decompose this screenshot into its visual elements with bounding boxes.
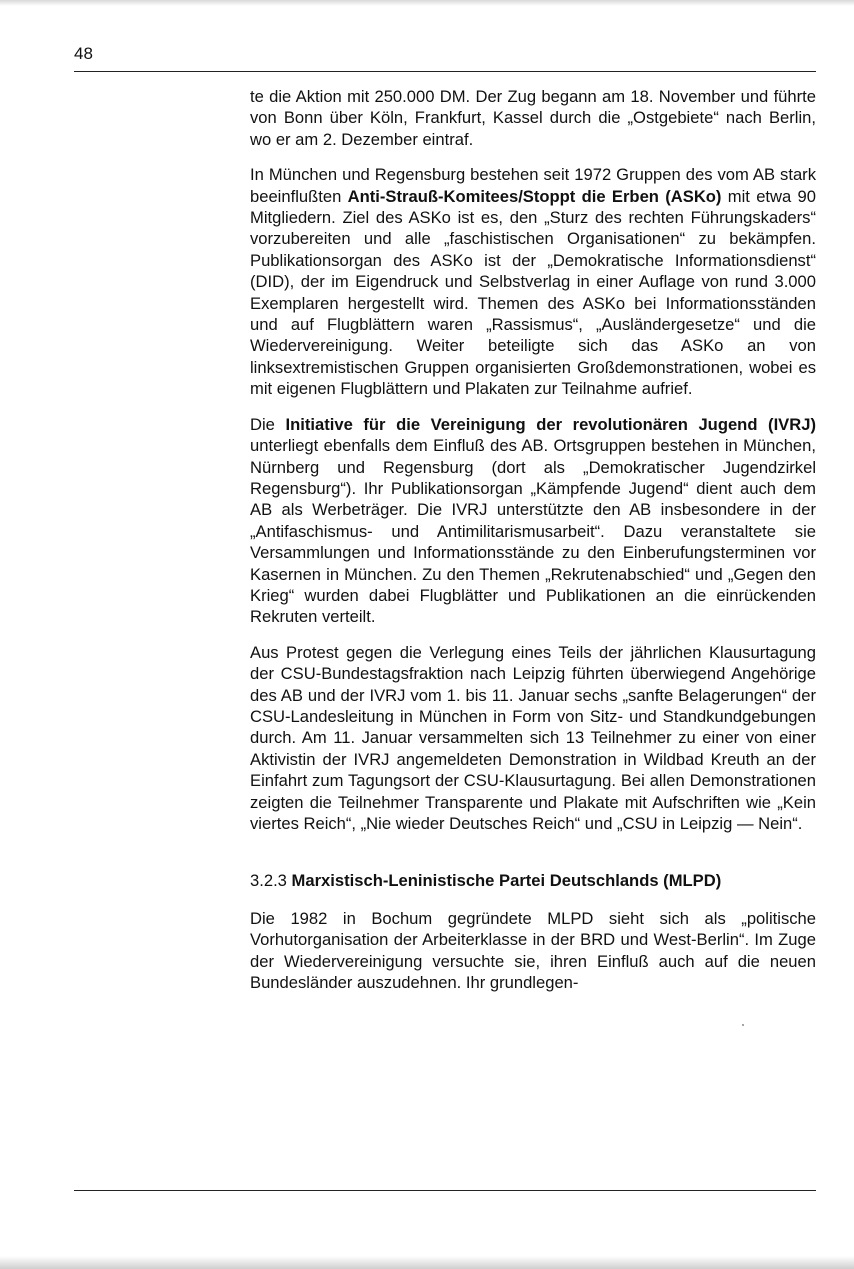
section-number: 3.2.3 bbox=[250, 871, 292, 891]
text-run: te die Aktion mit 250.000 DM. Der Zug begann am 18. November und führte von Bonn über Köln, Frankfurt, Kassel durch die „Ostgebiete“ nach Berlin, wo er am 2. Dezember eintraf. bbox=[250, 87, 816, 149]
section-title: Marxistisch-Leninistische Partei Deutschlands (MLPD) bbox=[291, 871, 722, 891]
body-text bbox=[250, 86, 816, 1007]
paragraph-3 bbox=[250, 414, 816, 628]
paragraph-4 bbox=[250, 642, 816, 835]
footer-rule bbox=[74, 1190, 816, 1191]
text-run: In München und Regensburg bestehen seit 1972 Gruppen des vom AB stark beeinflußten bbox=[250, 165, 816, 206]
text-run: mit etwa 90 Mitgliedern. Ziel des ASKo ist es, den „Sturz des rechten Führungskaders“ vorzubereiten und alle „faschistischen Organisationen“ zu bekämpfen. Publikationsorgan des ASKo ist der „Demokratische Informationsdienst“ (DID), der im Eigendruck und Selbstverlag in einer Auflage von rund 3.000 Exemplaren hergestellt wird. Themen des ASKo bei Informationsständen und auf Flugblättern waren „Rassismus“, „Ausländergesetze“ und die Wiedervereinigung. Weiter beteiligte sich das ASKo an von linksextremistischen Gruppen organisierten Großdemonstrationen, wobei es mit eigenen Flugblättern und Plakaten zur Teilnahme aufrief. bbox=[250, 186, 816, 399]
text-run: Die 1982 in Bochum gegründete MLPD sieht sich als „politische Vorhutorganisation der Arbeiterklasse in der BRD und West-Berlin“. Im Zuge der Wiedervereinigung versuchte sie, ihren Einfluß auch auf die neuen Bundesländer auszudehnen. Ihr grundlegen- bbox=[250, 908, 816, 993]
header-rule bbox=[74, 71, 816, 72]
scan-speck bbox=[742, 1024, 744, 1026]
page-top-shadow bbox=[0, 0, 854, 6]
bold-term: Anti-Strauß-Komitees/Stoppt die Erben (ASKo) bbox=[347, 186, 722, 206]
text-run: Aus Protest gegen die Verlegung eines Teils der jährlichen Klausurtagung der CSU-Bundestagsfraktion nach Leipzig führten überwiegend Angehörige des AB und der IVRJ vom 1. bis 11. Januar sechs „sanfte Belagerungen“ der CSU-Landesleitung in München in Form von Sitz- und Standkundgebungen durch. Am 11. Januar versammelten sich 13 Teilnehmer zu einer von einer Aktivistin der IVRJ angemeldeten Demonstration in Wildbad Kreuth an der Einfahrt zum Tagungsort der CSU-Klausurtagung. Bei allen Demonstrationen zeigten die Teilnehmer Transparente und Plakate mit Aufschriften wie „Kein viertes Reich“, „Nie wieder Deutsches Reich“ und „CSU in Leipzig — Nein“. bbox=[250, 642, 816, 833]
paragraph-5 bbox=[250, 908, 816, 994]
text-run: Die bbox=[250, 414, 286, 434]
page-bottom-shadow bbox=[0, 1256, 854, 1269]
text-run: unterliegt ebenfalls dem Einfluß des AB. Ortsgruppen bestehen in München, Nürnberg und Regensburg (dort als „Demokratischer Jugendzirkel Regensburg“). Ihr Publikationsorgan „Kämpfende Jugend“ dient auch dem AB als Werbeträger. Die IVRJ unterstützte den AB insbesondere in der „Antifaschismus- und Antimilitarismusarbeit“. Dazu veranstaltete sie Versammlungen und Informationsstände zu den Einberufungsterminen vor Kasernen in München. Zu den Themen „Rekrutenabschied“ und „Gegen den Krieg“ wurden dabei Flugblätter und Publikationen an die einrückenden Rekruten verteilt. bbox=[250, 436, 816, 627]
section-heading bbox=[250, 870, 816, 891]
paragraph-2 bbox=[250, 164, 816, 399]
paragraph-1 bbox=[250, 86, 816, 150]
bold-term: Initiative für die Vereinigung der revolutionären Jugend (IVRJ) bbox=[285, 414, 816, 434]
page-number: 48 bbox=[74, 44, 93, 63]
